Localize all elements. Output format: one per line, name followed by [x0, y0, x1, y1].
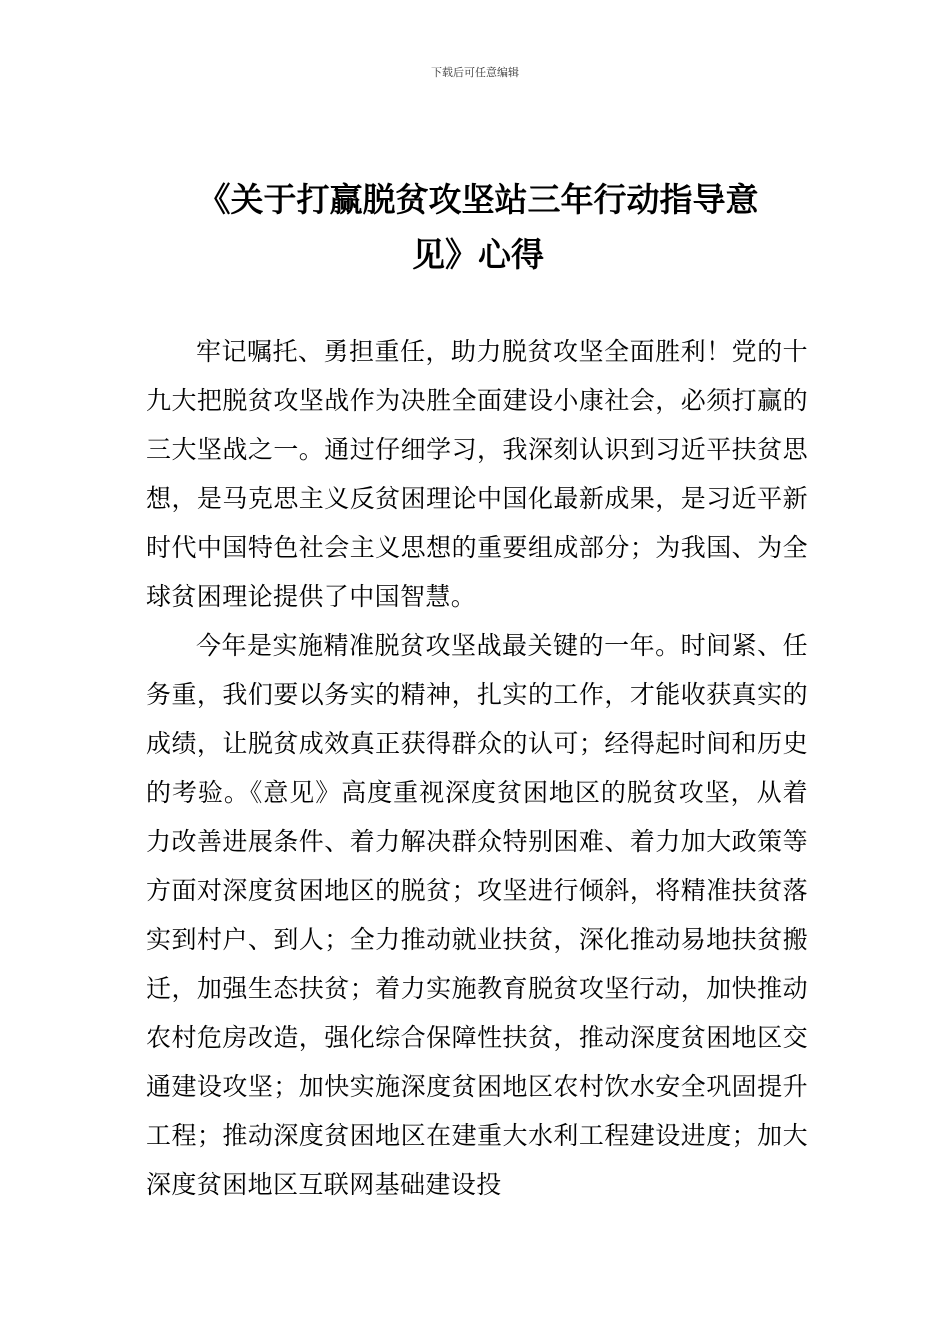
paragraph-1: 牢记嘱托、勇担重任，助力脱贫攻坚全面胜利！党的十九大把脱贫攻坚战作为决胜全面建设小康社会，必须打赢的三大坚战之一。通过仔细学习，我深刻认识到习近平扶贫思想，是马克思主义反贫困理论中国化最新成果，是习近平新时代中国特色社会主义思想的重要组成部分；为我国、为全球贫困理论提供了中国智慧。	[146, 337, 808, 611]
header-note: 下载后可任意编辑	[431, 66, 519, 79]
paragraph-2: 今年是实施精准脱贫攻坚战最关键的一年。时间紧、任务重，我们要以务实的精神，扎实的工作，才能收获真实的成绩，让脱贫成效真正获得群众的认可；经得起时间和历史的考验。《意见》高度重视深度贫困地区的脱贫攻坚，从着力改善进展条件、着力解决群众特别困难、着力加大政策等方面对深度贫困地区的脱贫；攻坚进行倾斜，将精准扶贫落实到村户、到人；全力推动就业扶贫，深化推动易地扶贫搬迁，加强生态扶贫；着力实施教育脱贫攻坚行动，加快推动农村危房改造，强化综合保障性扶贫，推动深度贫困地区交通建设攻坚；加快实施深度贫困地区农村饮水安全巩固提升工程；推动深度贫困地区在建重大水利工程建设进度；加大深度贫困地区互联网基础建设投	[146, 631, 808, 1199]
document-title: 《关于打赢脱贫攻坚站三年行动指导意见》心得	[197, 180, 759, 274]
document-body	[146, 327, 808, 1209]
